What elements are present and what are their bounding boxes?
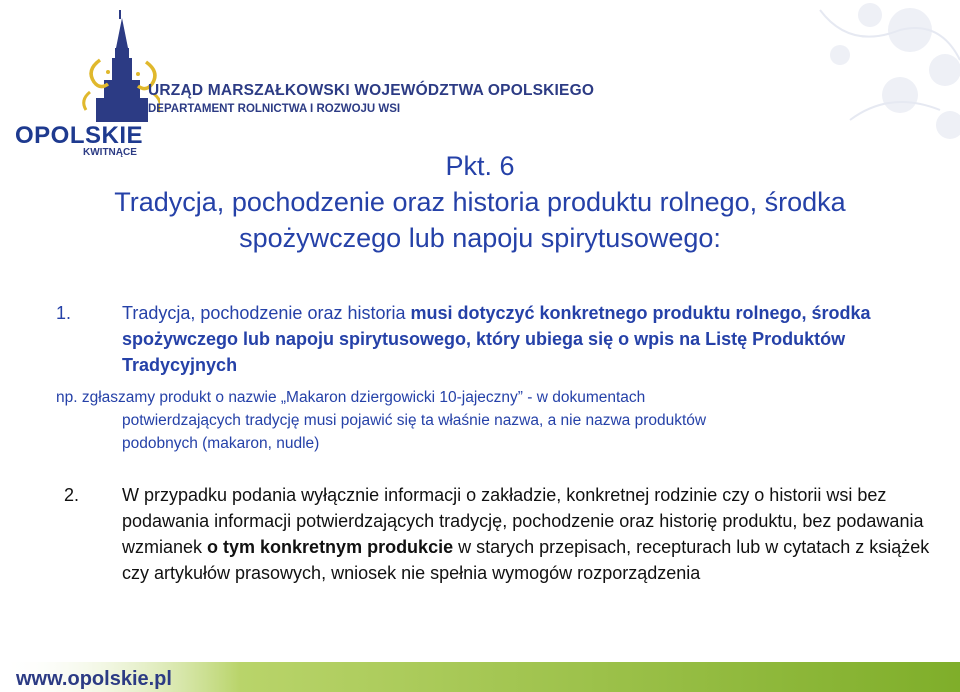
title-line-1: Pkt. 6 [445,151,515,181]
item1-text: Tradycja, pochodzenie oraz historia [122,303,411,323]
example-line-1: zgłaszamy produkt o nazwie „Makaron dziergowicki 10-jajeczny” - w dokumentach [81,389,646,406]
example-prefix: np. [56,389,82,406]
example-line-3: podobnych (makaron, nudle) [122,435,320,452]
brand-subtitle: KWITNĄCE [83,147,137,158]
office-name: URZĄD MARSZAŁKOWSKI WOJEWÓDZTWA OPOLSKIEGO [148,82,595,99]
list-item-1 [56,300,936,378]
slide-title [0,148,960,256]
office-header [148,82,594,115]
footer-url[interactable]: www.opolskie.pl [16,668,172,690]
example-line-2: potwierdzających tradycję musi pojawić się ta właśnie nazwa, a nie nazwa produktów [122,412,707,429]
brand-name: OPOLSKIE [15,122,144,149]
item-number: 2. [64,485,80,505]
slide-content [56,300,936,586]
department-name: DEPARTAMENT ROLNICTWA I ROZWOJU WSI [148,103,401,115]
example-note [56,386,936,455]
corner-pattern-decoration [710,0,960,150]
title-line-2: Tradycja, pochodzenie oraz historia produktu rolnego, środka [114,187,846,217]
item2-bold-text: o tym konkretnym produkcie [207,537,454,557]
item1-bold-text: musi dotyczyć konkretnego produktu rolnego, środka spożywczego lub napoju spirytusowego, który ubiega się o wpis na Listę Produktów Tradycyjnych [122,303,871,375]
item2-text-end: w starych przepisach, recepturach lub w cytatach z książek czy artykułów prasowych, wniosek nie spełnia wymogów rozporządzenia [122,537,930,583]
title-line-3: spożywczego lub napoju spirytusowego: [239,223,721,253]
item-number: 1. [56,303,72,323]
item2-text: W przypadku podania wyłącznie informacji o zakładzie, konkretnej rodzinie czy o historii wsi bez podawania informacji potwierdzających tradycję, pochodzenie oraz historię produktu, bez podawania wzmianek [122,485,924,557]
list-item-2 [56,482,936,586]
